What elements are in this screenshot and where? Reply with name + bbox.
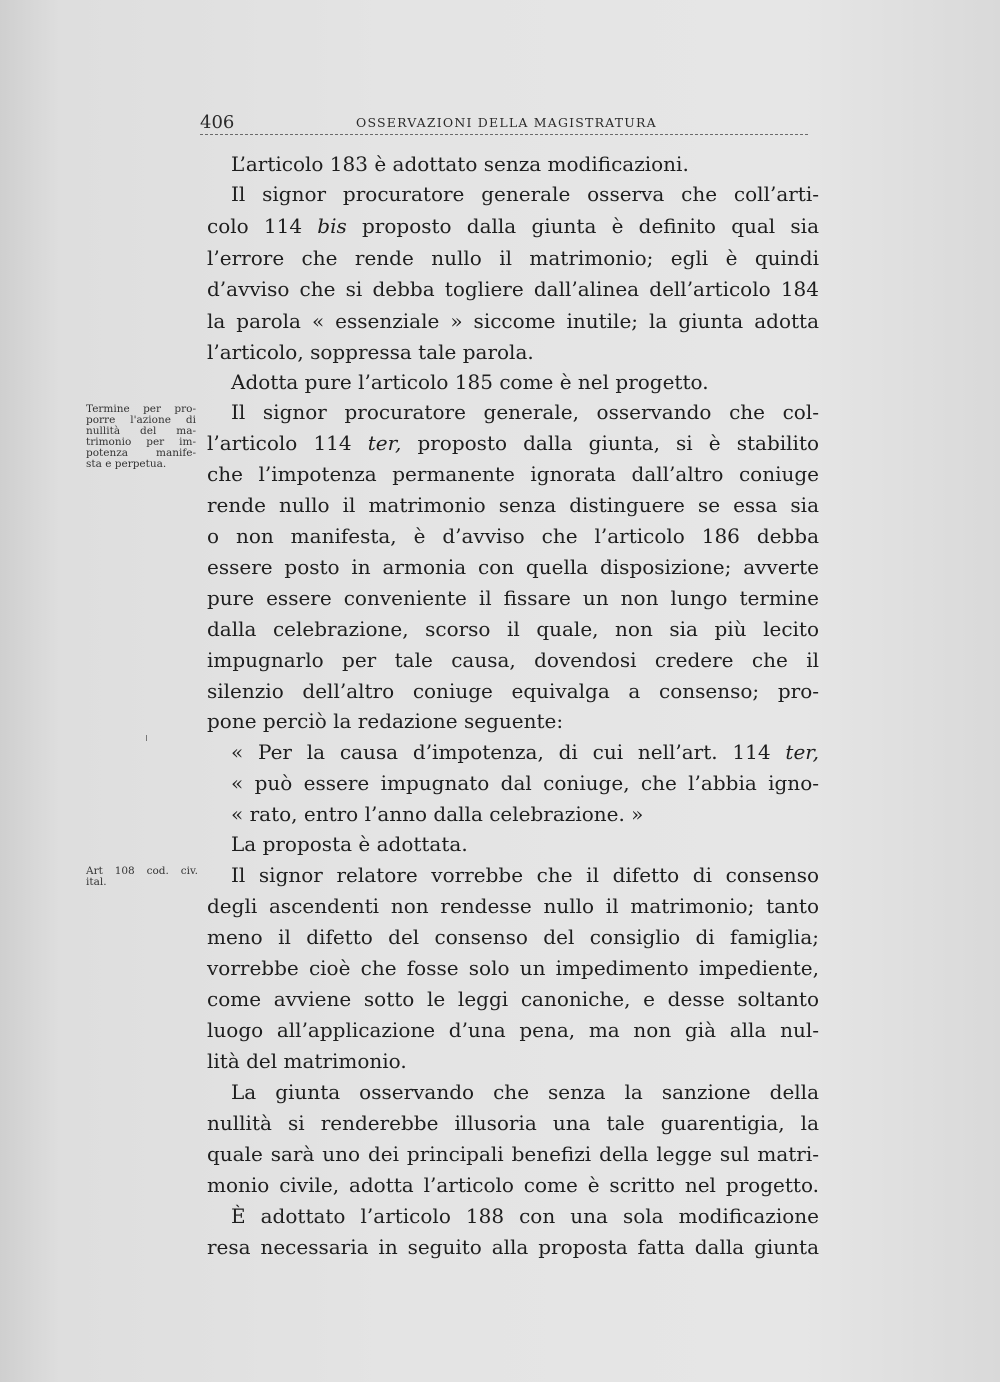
text-line: come avviene sotto le leggi canoniche, e desse soltanto (207, 987, 819, 1011)
text-line: pure essere conveniente il fissare un non lungo termine (207, 586, 819, 610)
text-line: La proposta è adottata. (231, 832, 468, 856)
text-line: quale sarà uno dei principali benefizi della legge sul matri- (207, 1142, 819, 1166)
text-line: la parola « essenziale » siccome inutile; la giunta adotta (207, 309, 819, 333)
margin-note-line: porre l'azione di (86, 414, 196, 426)
margin-note-line: potenza manife- (86, 447, 196, 459)
text-line: dalla celebrazione, scorso il quale, non sia più lecito (207, 617, 819, 641)
text-line: lità del matrimonio. (207, 1049, 407, 1073)
text-line: degli ascendenti non rendesse nullo il matrimonio; tanto (207, 894, 819, 918)
text-line: pone perciò la redazione seguente: (207, 709, 564, 733)
text-line: La giunta osservando che senza la sanzione della (231, 1080, 819, 1104)
text-segment: proposto dalla giunta è definito qual sia (361, 214, 819, 238)
italic-term: ter, (785, 740, 819, 764)
text-segment: l’articolo 114 (207, 431, 352, 455)
text-line (207, 211, 819, 241)
text-line: o non manifesta, è d’avviso che l’articolo 186 debba (207, 524, 819, 548)
text-line: d’avviso che si debba togliere dall’alinea dell’articolo 184 (207, 277, 819, 301)
margin-note-art-108 (86, 866, 198, 888)
text-segment: colo 114 (207, 214, 303, 238)
margin-note-line: trimonio per im- (86, 436, 196, 448)
text-line: luogo all’applicazione d’una pena, ma non già alla nul- (207, 1018, 819, 1042)
page-number: 406 (200, 112, 235, 133)
stray-mark (146, 735, 147, 741)
text-line: meno il difetto del consenso del consiglio di famiglia; (207, 925, 819, 949)
text-line: L’articolo 183 è adottato senza modificazioni. (231, 152, 689, 176)
text-line: resa necessaria in seguito alla proposta fatta dalla giunta (207, 1235, 819, 1259)
margin-note-line: Termine per pro- (86, 403, 196, 415)
header-rule (200, 134, 808, 135)
text-line: monio civile, adotta l’articolo come è scritto nel progetto. (207, 1173, 819, 1197)
italic-term: bis (317, 214, 347, 238)
text-line: vorrebbe cioè che fosse solo un impedimento impediente, (207, 956, 819, 980)
margin-note-line: sta e perpetua. (86, 458, 167, 470)
text-line: Il signor procuratore generale, osservando che col- (231, 400, 819, 424)
italic-term: ter, (367, 431, 402, 455)
text-segment: proposto dalla giunta, si è stabilito (417, 431, 820, 455)
margin-note-line: ital. (86, 876, 107, 888)
text-line: che l’impotenza permanente ignorata dall’altro coniuge (207, 462, 819, 486)
text-line: impugnarlo per tale causa, dovendosi credere che il (207, 648, 819, 672)
margin-note-impotenza (86, 404, 196, 470)
page-header (200, 112, 808, 136)
text-line: l’articolo, soppressa tale parola. (207, 340, 534, 364)
text-line: « rato, entro l’anno dalla celebrazione. » (231, 802, 644, 826)
text-line: « può essere impugnato dal coniuge, che l’abbia igno- (231, 771, 819, 795)
margin-note-line: nullità del ma- (86, 425, 196, 437)
text-line: Adotta pure l’articolo 185 come è nel progetto. (231, 370, 709, 394)
running-head: OSSERVAZIONI DELLA MAGISTRATURA (356, 115, 657, 130)
text-line: l’errore che rende nullo il matrimonio; egli è quindi (207, 246, 819, 270)
text-line: silenzio dell’altro coniuge equivalga a consenso; pro- (207, 679, 819, 703)
text-line: È adottato l’articolo 188 con una sola modificazione (231, 1204, 819, 1228)
text-line (231, 737, 819, 767)
margin-note-line: Art 108 cod. civ. (86, 865, 198, 877)
text-segment: « Per la causa d’impotenza, di cui nell’art. 114 (231, 740, 771, 764)
text-line: nullità si renderebbe illusoria una tale guarentigia, la (207, 1111, 819, 1135)
text-line: rende nullo il matrimonio senza distinguere se essa sia (207, 493, 819, 517)
text-line: Il signor procuratore generale osserva che coll’arti- (231, 182, 819, 206)
text-line: Il signor relatore vorrebbe che il difetto di consenso (231, 863, 819, 887)
text-line: essere posto in armonia con quella disposizione; avverte (207, 555, 819, 579)
text-line (207, 428, 819, 458)
